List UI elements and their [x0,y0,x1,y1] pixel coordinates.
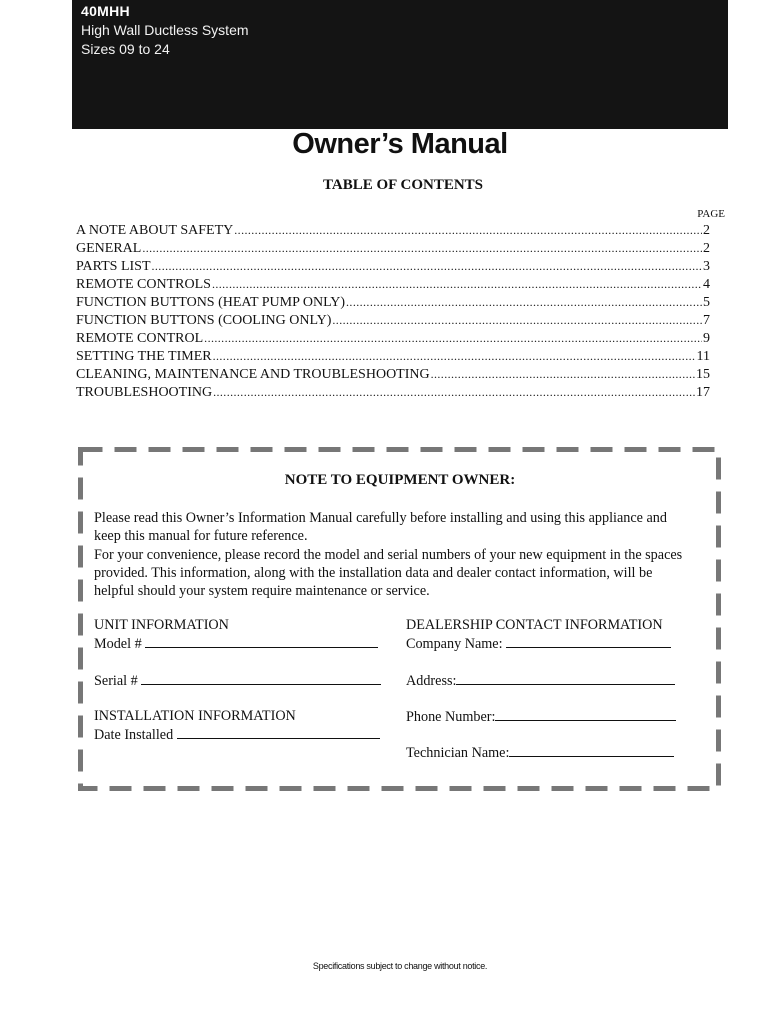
address-blank-line[interactable] [456,672,675,685]
product-description: High Wall Ductless System [81,22,249,38]
technician-name-field[interactable]: Technician Name: [406,744,674,762]
toc-entry[interactable]: CLEANING, MAINTENANCE AND TROUBLESHOOTING ..... 15 [76,365,710,383]
model-blank-line[interactable] [145,635,378,648]
toc-page-label: PAGE [697,208,725,220]
toc-entry[interactable]: PARTS LIST ..... 3 [76,257,710,275]
toc-entry[interactable]: FUNCTION BUTTONS (COOLING ONLY) ..... 7 [76,311,710,329]
toc-entry[interactable]: FUNCTION BUTTONS (HEAT PUMP ONLY) ..... 5 [76,293,710,311]
company-name-field[interactable]: Company Name: [406,635,671,653]
toc-leader [346,293,702,312]
phone-number-field[interactable]: Phone Number: [406,708,676,726]
company-blank-line[interactable] [506,635,671,648]
footer-note: Specifications subject to change without notice. [312,961,488,971]
toc-leader [142,239,702,258]
page-title: Owner’s Manual [292,128,508,160]
toc-leader [332,311,702,330]
toc-entry[interactable]: GENERAL ..... 2 [76,239,710,257]
table-of-contents [76,221,710,401]
toc-entry[interactable]: REMOTE CONTROLS ..... 4 [76,275,710,293]
date-installed-field[interactable]: Date Installed [94,726,380,744]
model-number-field[interactable]: Model # [94,635,378,653]
technician-blank-line[interactable] [509,744,674,757]
model-number: 40MHH [81,3,130,19]
toc-leader [212,275,702,294]
serial-number-field[interactable]: Serial # [94,672,381,690]
header-banner [72,0,728,129]
toc-leader [213,383,695,402]
date-blank-line[interactable] [177,726,380,739]
phone-blank-line[interactable] [495,708,676,721]
toc-heading: TABLE OF CONTENTS [322,177,484,193]
installation-information-heading: INSTALLATION INFORMATION [94,708,296,724]
toc-entry[interactable]: A NOTE ABOUT SAFETY ..... 2 [76,221,710,239]
dealership-contact-heading: DEALERSHIP CONTACT INFORMATION [406,617,663,633]
toc-leader [204,329,702,348]
address-field[interactable]: Address: [406,672,675,690]
product-sizes: Sizes 09 to 24 [81,41,170,57]
note-title: NOTE TO EQUIPMENT OWNER: [284,472,516,488]
serial-blank-line[interactable] [141,672,381,685]
toc-leader [234,221,702,240]
toc-leader [213,347,696,366]
toc-entry[interactable]: REMOTE CONTROL ..... 9 [76,329,710,347]
toc-leader [152,257,703,276]
unit-information-heading: UNIT INFORMATION [94,617,229,633]
toc-entry[interactable]: SETTING THE TIMER ..... 11 [76,347,710,365]
toc-entry[interactable]: TROUBLESHOOTING ..... 17 [76,383,710,401]
toc-leader [431,365,695,384]
note-paragraph: Please read this Owner’s Information Manual carefully before installing and using this appliance and keep this manual for future reference. For your convenience, please record the model and serial numbers of your new equipment in the spaces provided. This information, along with the installation data and dealer contact information, will be helpful should your system require maintenance or service. [94,510,683,600]
